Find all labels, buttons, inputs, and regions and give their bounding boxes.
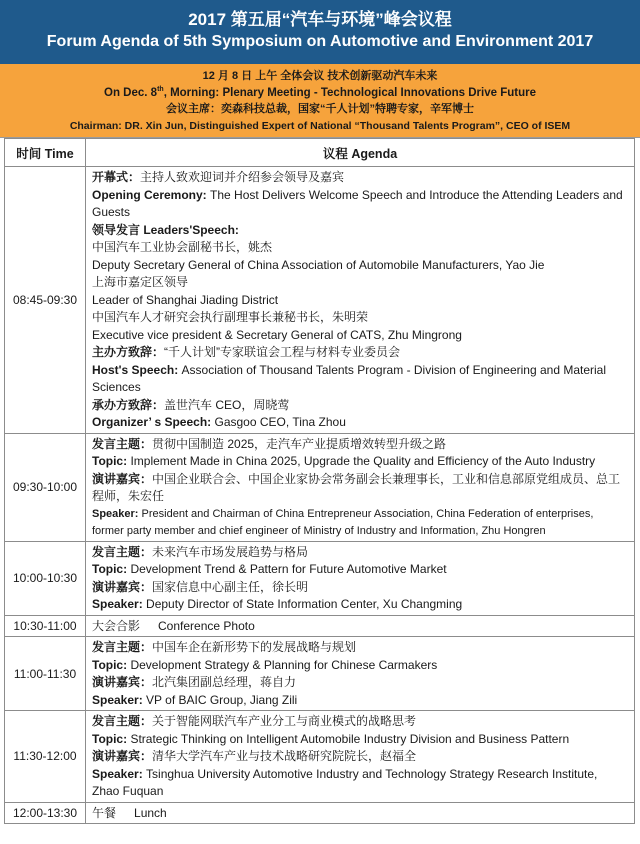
agenda-line-text: 国家信息中心副主任，徐长明 xyxy=(152,579,309,594)
agenda-line-text: 关于智能网联汽车产业分工与商业模式的战略思考 xyxy=(152,714,417,728)
time-cell: 08:45-09:30 xyxy=(5,167,86,434)
agenda-line xyxy=(92,309,628,327)
agenda-line-label: 演讲嘉宾： xyxy=(92,579,153,594)
agenda-line-label: Host's Speech: xyxy=(92,362,182,377)
title-bar xyxy=(0,0,640,64)
agenda-line-label: Speaker: xyxy=(92,766,147,781)
agenda-line-label: 领导发言 Leaders'Speech: xyxy=(92,222,239,237)
agenda-line xyxy=(92,327,628,345)
agenda-cell xyxy=(86,637,635,711)
agenda-line-text: 未来汽车市场发展趋势与格局 xyxy=(152,544,309,559)
table-row xyxy=(5,637,635,711)
agenda-line xyxy=(92,618,628,636)
time-cell: 11:00-11:30 xyxy=(5,637,86,711)
time-cell: 11:30-12:00 xyxy=(5,711,86,803)
agenda-line xyxy=(92,362,628,397)
agenda-line-text: Development Strategy & Planning for Chinese Carmakers xyxy=(130,657,438,672)
session-date-cn: 12 月 8 日 上午 全体会议 技术创新驱动汽车未来 xyxy=(202,70,438,82)
agenda-line-text: Deputy Director of State Information Center, Xu Changming xyxy=(146,597,463,611)
agenda-line-text: “千人计划”专家联谊会工程与材料专业委员会 xyxy=(164,345,401,359)
agenda-line-text: Deputy Secretary General of China Association of Automobile Manufacturers, Yao Jie xyxy=(92,257,545,272)
agenda-line-label: Speaker: xyxy=(92,597,147,611)
agenda-line xyxy=(92,596,628,614)
agenda-line-label: 主办方致辞： xyxy=(92,345,165,359)
agenda-line-label: 发言主题： xyxy=(92,714,153,728)
time-cell: 10:30-11:00 xyxy=(5,615,86,637)
agenda-line xyxy=(92,344,628,362)
agenda-line-text: 中国企业联合会、中国企业家协会常务副会长兼理事长，工业和信息部原党组成员、总工程师，朱宏任 xyxy=(92,471,621,503)
agenda-line-label: 发言主题： xyxy=(92,544,153,559)
session-date-en xyxy=(0,85,640,102)
agenda-line-text: The Host Delivers Welcome Speech and Introduce the Attending Leaders and Guests xyxy=(92,187,623,219)
agenda-line-label: 承办方致辞： xyxy=(92,397,165,412)
agenda-line-label: Organizer’ s Speech: xyxy=(92,415,215,429)
time-cell: 12:00-13:30 xyxy=(5,802,86,824)
agenda-line-text: 中国车企在新形势下的发展战略与规划 xyxy=(152,640,357,654)
agenda-line xyxy=(92,169,628,187)
agenda-line-label: Topic: xyxy=(92,454,131,468)
agenda-line-text: 午餐 xyxy=(92,805,117,820)
agenda-cell xyxy=(86,433,635,541)
agenda-column-header: 议程 Agenda xyxy=(86,139,635,167)
time-cell: 10:00-10:30 xyxy=(5,541,86,615)
agenda-line xyxy=(92,453,628,471)
agenda-line xyxy=(92,579,628,597)
session-banner xyxy=(0,64,640,138)
chairman-cn: 会议主席：奕森科技总裁，国家“千人计划”特聘专家，辛军博士 xyxy=(166,103,474,115)
agenda-line-text: Gasgoo CEO, Tina Zhou xyxy=(214,415,346,429)
agenda-line-label: 演讲嘉宾： xyxy=(92,471,153,486)
agenda-line-label: Topic: xyxy=(92,731,131,746)
agenda-line-text: President and Chairman of China Entrepreneur Association, China Federation of enterprises, former party member and chief engineer of Ministry of Industry and Information, Zhu Hongren xyxy=(92,507,594,537)
time-cell: 09:30-10:00 xyxy=(5,433,86,541)
agenda-line-text: 主持人致欢迎词并介绍参会领导及嘉宾 xyxy=(140,170,345,184)
agenda-line-text: 大会合影 xyxy=(92,618,141,633)
agenda-line xyxy=(92,731,628,749)
agenda-line-text: 上海市嘉定区领导 xyxy=(92,275,189,289)
agenda-line-label: 发言主题： xyxy=(92,436,153,451)
session-date-prefix: On Dec. 8 xyxy=(104,86,158,99)
agenda-line-text: Leader of Shanghai Jiading District xyxy=(92,292,279,307)
agenda-cell xyxy=(86,711,635,803)
agenda-line-text: 中国汽车人才研究会执行副理事长兼秘书长，朱明荣 xyxy=(92,310,369,324)
table-row xyxy=(5,167,635,434)
agenda-line-text: Development Trend & Pattern for Future Automotive Market xyxy=(130,562,447,576)
agenda-cell xyxy=(86,167,635,434)
agenda-table xyxy=(4,138,635,824)
agenda-line xyxy=(92,222,628,240)
agenda-cell xyxy=(86,615,635,637)
agenda-line-text: 北汽集团副总经理，蒋自力 xyxy=(152,675,297,689)
agenda-line xyxy=(92,506,628,540)
agenda-line-label: 演讲嘉宾： xyxy=(92,675,153,689)
agenda-line-text-en: Conference Photo xyxy=(158,618,255,633)
session-date-suffix: th xyxy=(157,85,164,93)
agenda-line-text: Strategic Thinking on Intelligent Automobile Industry Division and Business Pattern xyxy=(130,731,570,746)
title-chinese: 2017 第五届“汽车与环境”峰会议程 xyxy=(188,10,452,29)
agenda-line-text: Executive vice president & Secretary General of CATS, Zhu Mingrong xyxy=(92,327,462,342)
agenda-line xyxy=(92,805,628,823)
agenda-line-text: Implement Made in China 2025, Upgrade the Quality and Efficiency of the Auto Industry xyxy=(130,454,596,468)
agenda-line-label: Opening Ceremony: xyxy=(92,187,211,202)
agenda-line xyxy=(92,713,628,731)
agenda-line xyxy=(92,674,628,692)
agenda-line xyxy=(92,692,628,710)
agenda-line-text: 盖世汽车 CEO，周晓莺 xyxy=(164,397,290,412)
agenda-line-text: 清华大学汽车产业与技术战略研究院院长，赵福全 xyxy=(152,749,417,763)
agenda-line-label: Speaker: xyxy=(92,692,147,707)
table-row xyxy=(5,615,635,637)
agenda-line xyxy=(92,414,628,432)
agenda-cell xyxy=(86,802,635,824)
agenda-line-text: VP of BAIC Group, Jiang Zili xyxy=(146,692,298,707)
agenda-line xyxy=(92,639,628,657)
agenda-line-text: Association of Thousand Talents Program - Division of Engineering and Material Sciences xyxy=(92,362,606,394)
agenda-line-label: Topic: xyxy=(92,562,131,576)
agenda-line xyxy=(92,471,628,506)
agenda-line xyxy=(92,436,628,454)
agenda-line xyxy=(92,257,628,275)
agenda-body xyxy=(5,167,635,824)
agenda-line-label: Speaker: xyxy=(92,507,142,520)
agenda-line-text: 中国汽车工业协会副秘书长，姚杰 xyxy=(92,240,273,254)
agenda-line xyxy=(92,397,628,415)
table-row xyxy=(5,711,635,803)
title-english: Forum Agenda of 5th Symposium on Automotive and Environment 2017 xyxy=(46,33,594,50)
agenda-line-label: 演讲嘉宾： xyxy=(92,749,153,763)
agenda-line-text: 贯彻中国制造 2025，走汽车产业提质增效转型升级之路 xyxy=(152,436,447,451)
agenda-line-text: Tsinghua University Automotive Industry and Technology Strategy Research Institute, Zhao Fuquan xyxy=(92,766,598,798)
agenda-line xyxy=(92,274,628,292)
agenda-line-text-en: Lunch xyxy=(134,805,167,820)
table-row xyxy=(5,541,635,615)
table-row xyxy=(5,433,635,541)
agenda-line-label: 开幕式： xyxy=(92,170,141,184)
time-column-header: 时间 Time xyxy=(5,139,86,167)
table-row xyxy=(5,802,635,824)
agenda-line xyxy=(92,657,628,675)
agenda-line xyxy=(92,544,628,562)
agenda-line xyxy=(92,187,628,222)
agenda-line xyxy=(92,561,628,579)
agenda-cell xyxy=(86,541,635,615)
session-title: , Morning: Plenary Meeting - Technological Innovations Drive Future xyxy=(163,86,536,99)
agenda-line-label: Topic: xyxy=(92,657,131,672)
chairman-en: Chairman: DR. Xin Jun, Distinguished Expert of National “Thousand Talents Program”, CEO of ISEM xyxy=(69,119,571,132)
agenda-line-label: 发言主题： xyxy=(92,640,153,654)
agenda-line xyxy=(92,292,628,310)
table-header-row xyxy=(5,139,635,167)
agenda-line xyxy=(92,748,628,766)
agenda-line xyxy=(92,766,628,801)
agenda-line xyxy=(92,239,628,257)
